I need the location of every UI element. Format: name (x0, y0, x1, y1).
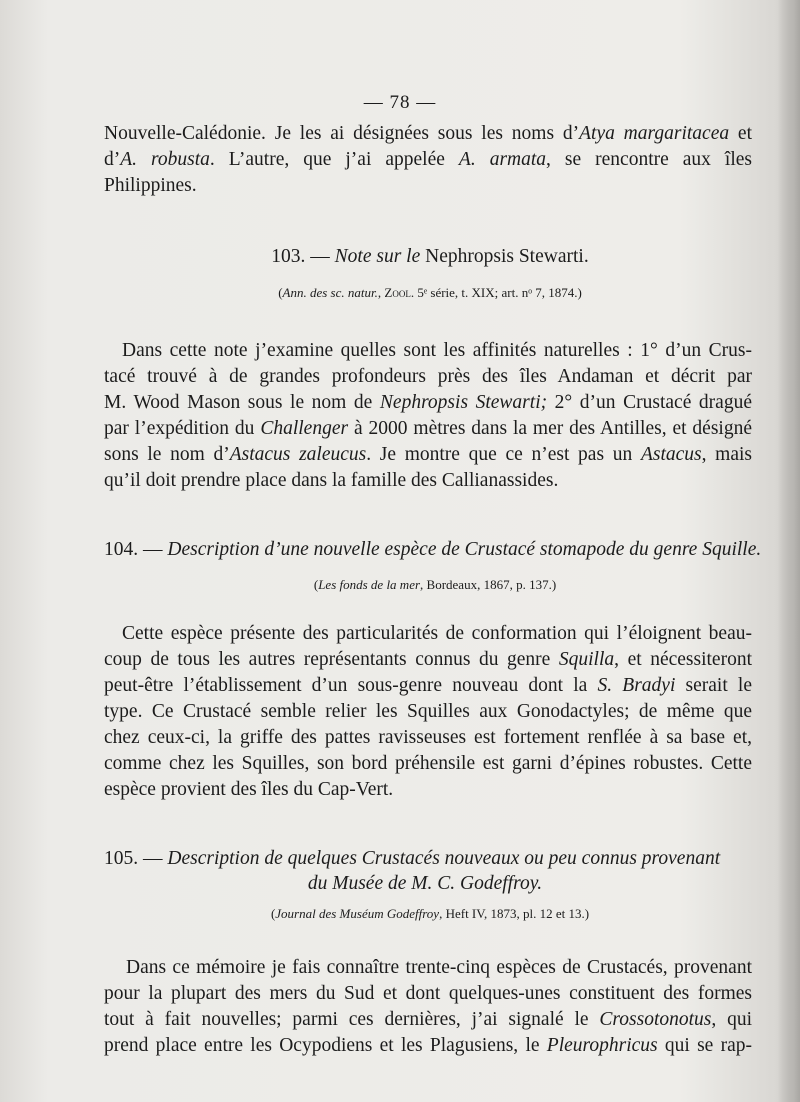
intro-paragraph (104, 121, 752, 199)
text-run: M. Wood Mason sous le nom de (104, 392, 380, 413)
text-run: qui se rap- (657, 1035, 752, 1056)
page-edge-shadow (778, 0, 800, 1102)
section-105-heading-line2 (0, 871, 800, 897)
section-number: 104. — (104, 539, 168, 560)
ship-name: Challenger (260, 418, 349, 439)
text-run: sons le nom d’ (104, 444, 230, 465)
genus-name: Pleurophricus (546, 1035, 658, 1056)
text-run: tout à fait nouvelles; parmi ces dernières, j’ai signalé le (104, 1009, 600, 1030)
text-run: serait le (675, 675, 753, 696)
species-name: A. robusta (120, 149, 210, 170)
text-line: type. Ce Crustacé semble relier les Squilles aux Gonodactyles; de même que (104, 701, 752, 722)
text-line: pour la plupart des mers du Sud et dont quelques-unes constituent des formes (104, 983, 752, 1004)
text-run: , (377, 285, 385, 300)
text-line (104, 442, 752, 468)
text-line (104, 416, 752, 442)
text-run: ( (278, 285, 283, 300)
section-number: 105. — (104, 848, 168, 869)
journal-name: Les fonds de la mer (318, 577, 421, 592)
section-105-paragraph (104, 955, 752, 1059)
section-105-heading (104, 846, 752, 872)
text-run: , Bordeaux, 1867, p. 137.) (420, 577, 557, 592)
text-run: , et nécessiteront (614, 649, 752, 670)
text-line (104, 1007, 752, 1033)
text-run: Zool. (384, 285, 415, 300)
text-line (104, 1033, 752, 1059)
text-line (104, 147, 752, 173)
page-number: — 78 — (363, 92, 437, 113)
section-title-italic: du Musée de M. C. Godeffroy. (307, 873, 543, 894)
genus-name: Astacus (640, 444, 702, 465)
section-title: Nephropsis Stewarti. (420, 246, 589, 267)
text-line: comme chez les Squilles, son bord préhensile est garni d’épines robustes. Cette (104, 753, 752, 774)
text-line: tacé trouvé à de grandes profondeurs près des îles Andaman et décrit par (104, 366, 752, 387)
text-run: . L’autre, que j’ai appelée (209, 149, 459, 170)
text-run: 5ᵉ série, t. XIX; art. nᵒ 7, 1874.) (414, 285, 582, 300)
section-104-paragraph (104, 621, 752, 803)
text-run: , Heft IV, 1873, pl. 12 et 13.) (439, 906, 590, 921)
text-line: Philippines. (104, 175, 197, 196)
text-run: , qui (711, 1009, 752, 1030)
species-name: Atya margaritacea (579, 123, 730, 144)
text-line (104, 647, 752, 673)
text-run: et (729, 123, 753, 144)
section-105-citation (0, 905, 800, 923)
species-name: A. armata (458, 149, 547, 170)
text-run: , mais (701, 444, 752, 465)
text-line (104, 121, 752, 147)
section-104-citation (0, 576, 800, 594)
text-run: par l’expédition du (104, 418, 261, 439)
section-title-italic: Note sur le (334, 246, 421, 267)
text-run: peut-être l’établissement d’un sous-genre nouveau dont la (104, 675, 598, 696)
journal-name: Journal des Muséum Godeffroy (275, 906, 440, 921)
text-run: 2° d’un Crustacé dragué (547, 392, 752, 413)
text-run: ( (313, 577, 319, 592)
text-run: coup de tous les autres représentants connus du genre (104, 649, 559, 670)
text-line: qu’il doit prendre place dans la famille des Callianassides. (104, 470, 559, 491)
text-line: chez ceux-ci, la griffe des pattes ravisseuses est fortement renflée à sa base et, (104, 727, 752, 748)
genus-name: Crossotonotus (599, 1009, 712, 1030)
section-103-heading (0, 244, 800, 270)
genus-name: Squilla (558, 649, 615, 670)
text-line: espèce provient des îles du Cap-Vert. (104, 779, 394, 800)
section-title-italic: Description d’une nouvelle espèce de Crustacé stomapode du genre Squille. (167, 539, 762, 560)
section-104-heading (104, 537, 762, 563)
text-run: ( (270, 906, 276, 921)
text-run: , se rencontre aux îles (546, 149, 752, 170)
text-run: . Je montre que ce n’est pas un (366, 444, 641, 465)
text-run: Nouvelle-Calédonie. Je les ai désignées sous les noms d’ (104, 123, 580, 144)
species-name: Nephropsis Stewarti; (379, 392, 548, 413)
section-number: 103. — (271, 246, 335, 267)
text-run: à 2000 mètres dans la mer des Antilles, et désigné (348, 418, 753, 439)
section-103-paragraph (104, 338, 752, 494)
text-line (104, 673, 752, 699)
species-name: S. Bradyi (597, 675, 676, 696)
text-run: d’ (104, 149, 121, 170)
text-run: prend place entre les Ocypodiens et les Plagusiens, le (104, 1035, 547, 1056)
text-line: Dans cette note j’examine quelles sont les affinités naturelles : 1° d’un Crus- (122, 340, 752, 361)
section-title-italic: Description de quelques Crustacés nouveaux ou peu connus provenant (167, 848, 721, 869)
section-103-citation (0, 284, 800, 302)
species-name: Astacus zaleucus (229, 444, 367, 465)
journal-name: Ann. des sc. natur. (282, 285, 378, 300)
text-line: Dans ce mémoire je fais connaître trente-cinq espèces de Crustacés, provenant (126, 957, 752, 978)
text-line: Cette espèce présente des particularités de conformation qui l’éloignent beau- (122, 623, 752, 644)
text-line (104, 390, 752, 416)
